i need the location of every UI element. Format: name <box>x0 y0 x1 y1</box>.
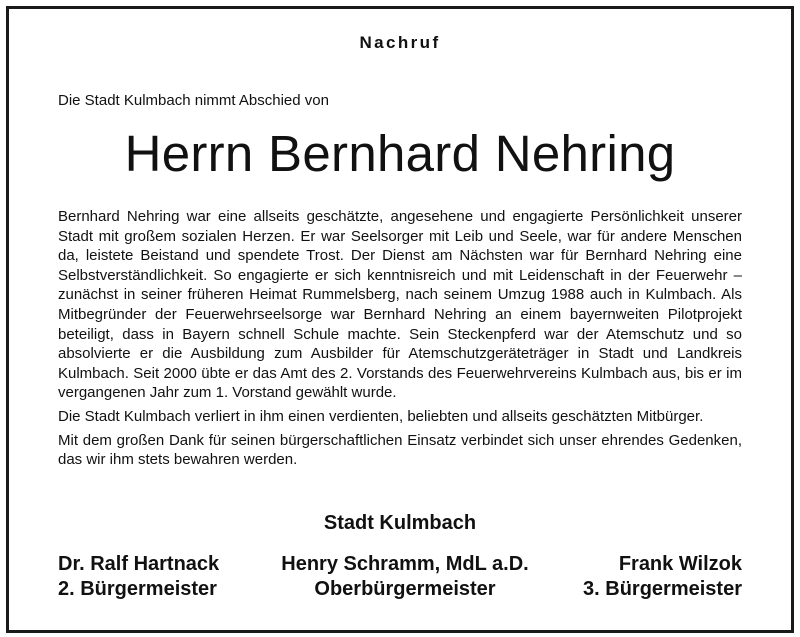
deceased-name: Herrn Bernhard Nehring <box>124 125 676 182</box>
obituary-text <box>58 207 742 474</box>
signatory-center <box>260 552 550 602</box>
signatory-title: 2. Bürgermeister <box>58 578 217 600</box>
organization-name: Stadt Kulmbach <box>323 512 477 534</box>
paragraph-loss: Die Stadt Kulmbach verliert in ihm einen verdienten, beliebten und allseits geschätzten Mitbürger. <box>58 407 704 425</box>
signatory-title: Oberbürgermeister <box>314 578 496 600</box>
signatory-left <box>58 552 219 602</box>
signatory-right <box>560 552 742 602</box>
signatory-name: Dr. Ralf Hartnack <box>58 553 220 575</box>
signatory-name: Henry Schramm, MdL a.D. <box>281 553 529 575</box>
signatory-title: 3. Bürgermeister <box>583 578 742 600</box>
notice-heading: Nachruf <box>359 33 441 52</box>
paragraph-thanks: Mit dem großen Dank für seinen bürgerschaftlichen Einsatz verbindet sich unser ehrendes Gedenken, das wir ihm stets bewahren werden. <box>58 431 742 469</box>
signatory-name: Frank Wilzok <box>618 553 742 575</box>
paragraph-tribute: Bernhard Nehring war eine allseits geschätzte, angesehene und engagierte Persönlichkeit unserer Stadt mit großem sozialen Herzen. Er war Seelsorger mit Leib und Seele, war für andere Menschen da, leistete Beistand und spendete Trost. Der Dienst am Nächsten war für Bernhard Nehring eine Selbstverständlichkeit. So engagierte er sich kenntnisreich und mit Leidenschaft in der Feuerwehr – zunächst in seiner früheren Heimat Rummelsberg, nach seinem Umzug 1988 auch in Kulmbach. Als Mitbegründer der Feuerwehrseelsorge war Bernhard Nehring an einem bayernweiten Pilotprojekt beteiligt, dass in Bayern schnell Schule machte. Sein Steckenpferd war der Atemschutz und so absolvierte er die Ausbildung zum Ausbilder für Atemschutzgeräteträger in Stadt und Landkreis Kulmbach. Seit 2000 übte er das Amt des 2. Vorstands des Feuerwehrvereins Kulmbach aus, bis er im vergangenen Jahr zum 1. Vorstand gewählt wurde. <box>58 208 742 402</box>
intro-line: Die Stadt Kulmbach nimmt Abschied von <box>58 92 329 109</box>
